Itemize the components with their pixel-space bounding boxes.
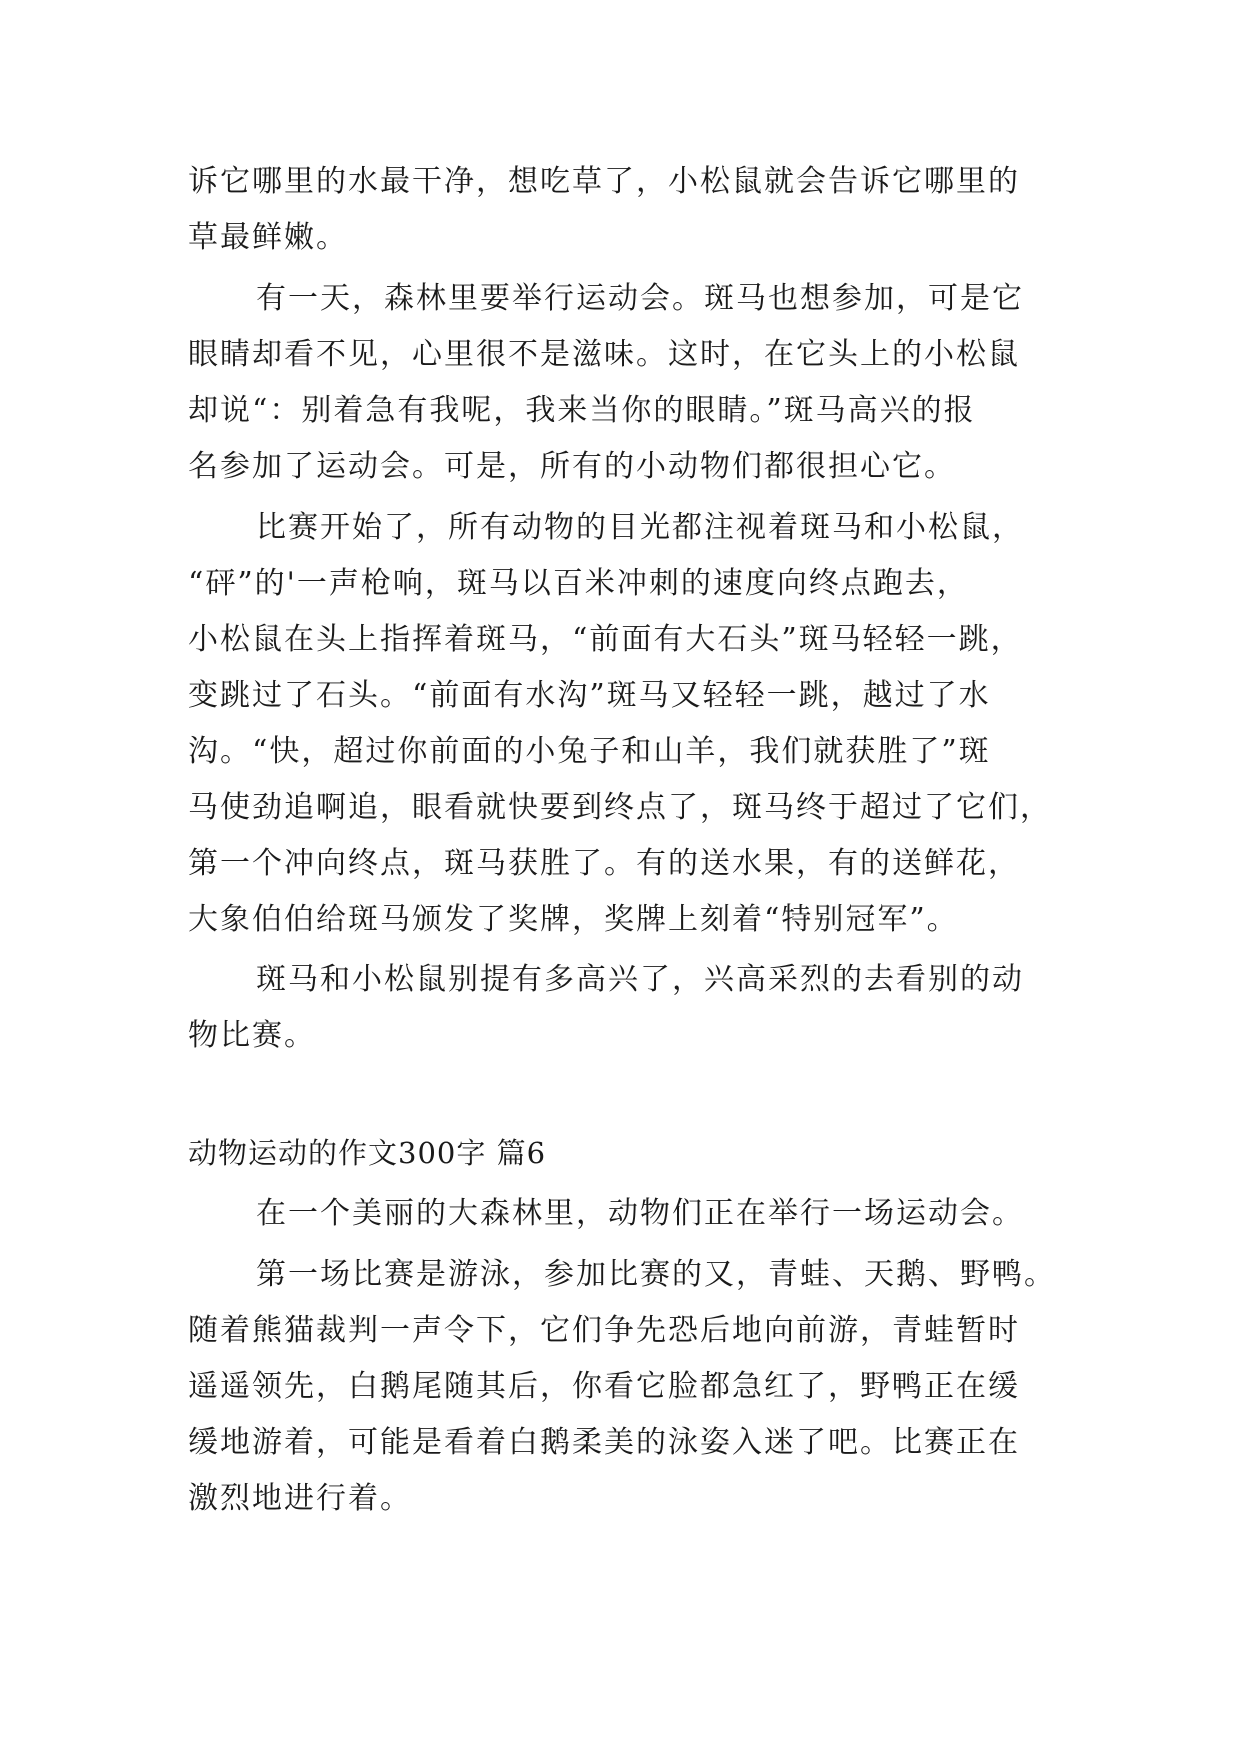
paragraph-line: 变跳过了石头。“前面有水沟”斑马又轻轻一跳，越过了水 [188,678,991,713]
section-heading: 动物运动的作文300字 篇6 [188,1136,547,1170]
paragraph-line: 却说“：别着急有我呢，我来当你的眼睛。”斑马高兴的报 [188,393,976,428]
paragraph-line: 斑马和小松鼠别提有多高兴了，兴高采烈的去看别的动 [256,962,1024,997]
paragraph-line: 遥遥领先，白鹅尾随其后，你看它脸都急红了，野鸭正在缓 [188,1369,1020,1404]
paragraph-line: 缓地游着，可能是看着白鹅柔美的泳姿入迷了吧。比赛正在 [188,1425,1020,1460]
paragraph-line: 激烈地进行着。 [188,1481,412,1516]
paragraph-line: “砰”的'一声枪响，斑马以百米冲刺的速度向终点跑去， [188,566,969,601]
paragraph-line: 随着熊猫裁判一声令下，它们争先恐后地向前游，青蛙暂时 [188,1313,1020,1348]
paragraph-line: 在一个美丽的大森林里，动物们正在举行一场运动会。 [256,1196,1024,1231]
paragraph-line: 诉它哪里的水最干净，想吃草了，小松鼠就会告诉它哪里的 [188,164,1020,199]
paragraph-line: 草最鲜嫩。 [188,220,348,255]
paragraph-line: 物比赛。 [188,1018,316,1053]
paragraph-line: 马使劲追啊追，眼看就快要到终点了，斑马终于超过了它们， [188,790,1052,825]
paragraph-line: 眼睛却看不见，心里很不是滋味。这时，在它头上的小松鼠 [188,337,1020,372]
paragraph-line: 大象伯伯给斑马颁发了奖牌，奖牌上刻着“特别冠军”。 [188,902,959,937]
paragraph-line: 沟。“快，超过你前面的小兔子和山羊，我们就获胜了”斑 [188,734,991,769]
paragraph-line: 比赛开始了，所有动物的目光都注视着斑马和小松鼠， [256,510,1024,545]
paragraph-line: 小松鼠在头上指挥着斑马，“前面有大石头”斑马轻轻一跳， [188,622,1023,657]
paragraph-line: 名参加了运动会。可是，所有的小动物们都很担心它。 [188,449,956,484]
paragraph-line: 第一场比赛是游泳，参加比赛的又，青蛙、天鹅、野鸭。 [256,1257,1056,1292]
paragraph-line: 第一个冲向终点，斑马获胜了。有的送水果，有的送鲜花， [188,846,1020,881]
paragraph-line: 有一天，森林里要举行运动会。斑马也想参加，可是它 [256,281,1024,316]
